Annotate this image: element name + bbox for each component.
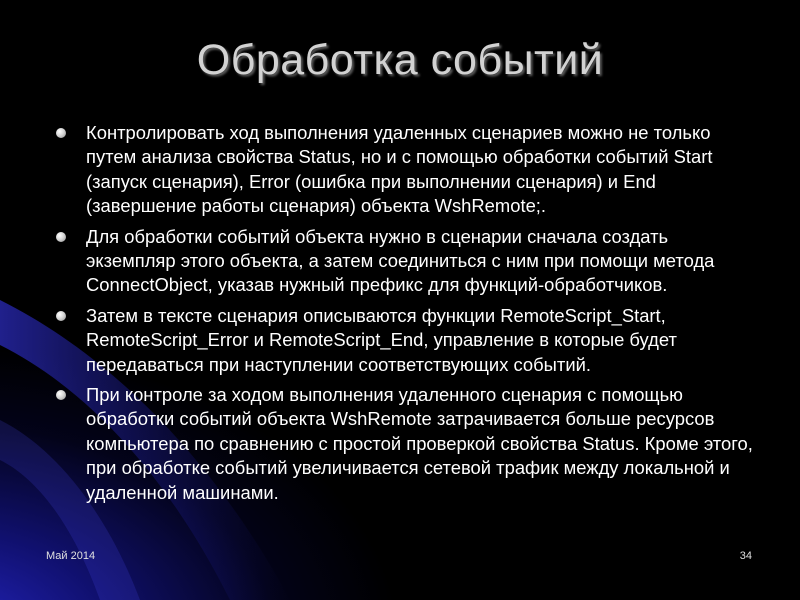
bullet-dot-icon	[56, 232, 66, 242]
bullet-dot-icon	[56, 128, 66, 138]
bullet-item	[56, 304, 756, 377]
bullet-dot-icon	[56, 390, 66, 400]
bullet-list	[56, 121, 756, 511]
bullet-text: При контроле за ходом выполнения удаленного сценария с помощью обработки событий объекта WshRemote затрачивается больше ресурсов компьютера по сравнению с простой проверкой свойства Status. Кроме этого, при обработке событий увеличивается сетевой трафик между локальной и удаленной машинами.	[86, 384, 753, 503]
bullet-text: Для обработки событий объекта нужно в сценарии сначала создать экземпляр этого объекта, а затем соединиться с ним при помощи метода ConnectObject, указав нужный префикс для функций-обработчиков.	[86, 225, 715, 296]
footer-date: Май 2014	[46, 550, 96, 562]
bullet-dot-icon	[56, 311, 66, 321]
bullet-item	[56, 225, 756, 298]
bullet-item	[56, 121, 756, 219]
slide-title: Обработка событий	[196, 36, 604, 84]
bullet-text: Затем в тексте сценария описываются функции RemoteScript_Start, RemoteScript_Error и RemoteScript_End, управление в которые будет передаваться при наступлении соответствующих событий.	[86, 304, 677, 375]
bullet-text: Контролировать ход выполнения удаленных сценариев можно не только путем анализа свойства Status, но и с помощью обработки событий Start (запуск сценария), Error (ошибка при выполнении сценария) и End (завершение работы сценария) объекта WshRemote;.	[86, 122, 713, 217]
bullet-item	[56, 383, 756, 505]
page-number: 34	[739, 550, 752, 562]
